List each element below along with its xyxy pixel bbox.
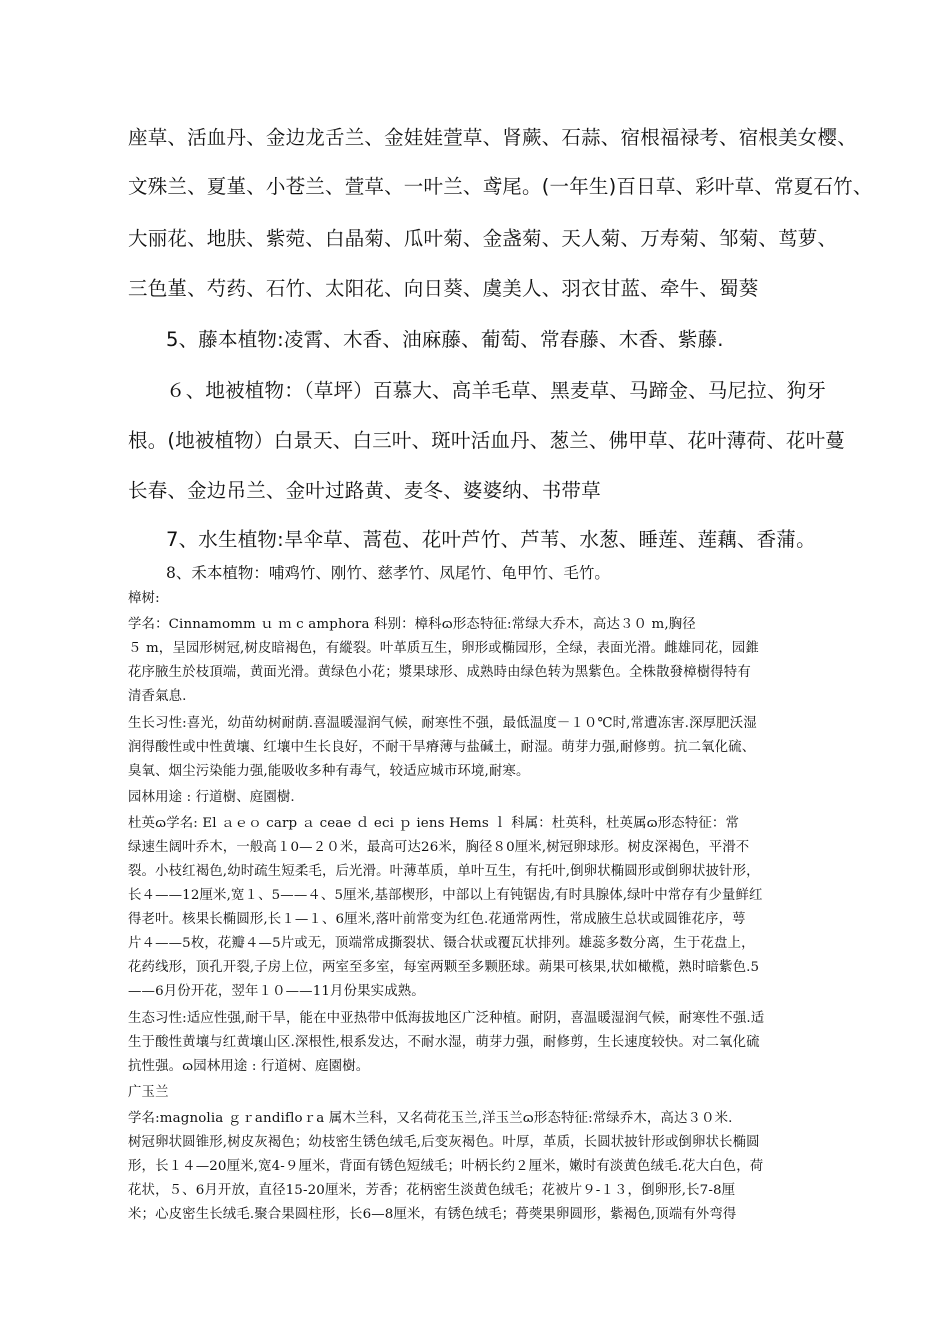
plant-list-line-2: 文殊兰、夏堇、小苍兰、萱草、一叶兰、鸢尾。(一年生)百日草、彩叶草、常夏石竹、 — [128, 175, 873, 198]
camphor-line: 园林用途 : 行道樹、庭園樹. — [128, 790, 295, 805]
duying-line: 生态习性:适应性强,耐干旱，能在中亚热带中低海拔地区广泛种植。耐阴，喜温暖湿润气候，耐寒性不强.适 — [128, 1011, 765, 1026]
duying-line: 杜英ɷ学名: El ａｅｏ carp ａ ceae ｄ eci ｐ iens Hems ｌ 科属：杜英科，杜英属ɷ形态特征：常 — [128, 816, 740, 831]
magnolia-line: 学名:magnolia ｇｒandifloｒa 属木兰科，又名荷花玉兰,洋玉兰ɷ形态特征:常绿乔木，高达３０米. — [128, 1111, 733, 1126]
ground-cover-line-2: 根。(地被植物）白景天、白三叶、斑叶活血丹、葱兰、佛甲草、花叶薄荷、花叶蔓 — [128, 429, 846, 452]
camphor-line: ５ m，呈园形树冠,树皮暗褐色，有縱裂。叶革质互生，卵形或椭园形，全绿，表面光滑。雌雄同花，园錐 — [128, 641, 759, 656]
plant-list-line-1: 座草、活血丹、金边龙舌兰、金娃娃萱草、肾蕨、石蒜、宿根福禄考、宿根美女樱、 — [128, 126, 857, 149]
camphor-line: 学名：Cinnamomm ｕ ｍ c amphora 科别：樟科ɷ形态特征:常绿大乔木，高达３０ m,胸径 — [128, 617, 696, 632]
duying-line: ——6月份开花，翌年１０——11月份果实成熟。 — [128, 984, 425, 999]
camphor-line: 润得酸性或中性黄壤、红壤中生长良好，不耐干旱瘠薄与盐碱土，耐湿。萌芽力强,耐修剪。抗二氧化硫、 — [128, 740, 756, 755]
plant-list-line-4: 三色堇、芍药、石竹、太阳花、向日葵、虞美人、羽衣甘蓝、牵牛、蜀葵 — [128, 277, 759, 300]
duying-line: 片４——5枚，花瓣４—5片或无，顶端常成撕裂状、镊合状或覆瓦状排列。雄蕊多数分离，生于花盘上， — [128, 936, 755, 951]
duying-line: 裂。小枝红褐色,幼时疏生短柔毛，后光滑。叶薄革质，单叶互生，有托叶,倒卵状椭圆形或倒卵状披针形， — [128, 864, 760, 879]
camphor-line: 臭氧、烟尘污染能力强,能吸收多种有毒气，较适应城市环境,耐寒。 — [128, 764, 530, 779]
magnolia-title: 广玉兰 — [128, 1085, 169, 1100]
vine-plants: 5、藤本植物:凌霄、木香、油麻藤、葡萄、常春藤、木香、紫藤. — [166, 328, 724, 351]
magnolia-line: 形，长１４—20厘米,宽4-９厘米，背面有锈色短绒毛；叶柄长约２厘米，嫩时有淡黄色绒毛.花大白色，荷 — [128, 1159, 764, 1174]
magnolia-line: 米；心皮密生长绒毛.聚合果圆柱形，长6—8厘米，有锈色绒毛；蓇葖果卵圆形，紫褐色,顶端有外弯得 — [128, 1207, 737, 1222]
duying-line: 生于酸性黄壤与红黄壤山区.深根性,根系发达，不耐水湿，萌芽力强，耐修剪，生长速度较快。对二氧化硫 — [128, 1035, 760, 1050]
plant-list-line-3: 大丽花、地肤、紫菀、白晶菊、瓜叶菊、金盏菊、天人菊、万寿菊、邹菊、茑萝、 — [128, 227, 838, 250]
magnolia-line: 树冠卵状圆锥形,树皮灰褐色；幼枝密生锈色绒毛,后变灰褐色。叶厚，革质，长圆状披针形或倒卵状长椭圆 — [128, 1135, 760, 1150]
grass-plants: 8、禾本植物：哺鸡竹、刚竹、慈孝竹、凤尾竹、龟甲竹、毛竹。 — [166, 564, 610, 582]
ground-cover-line-3: 长春、金边吊兰、金叶过路黄、麦冬、婆婆纳、书带草 — [128, 479, 601, 502]
magnolia-line: 花状，５、6月开放，直径15-20厘米，芳香；花柄密生淡黄色绒毛；花被片９-１３，倒卵形,长7-8厘 — [128, 1183, 736, 1198]
duying-line: 花药线形，顶孔开裂,子房上位，两室至多室，每室两颗至多颗胚球。蒴果可核果,状如橄榄，熟时暗紫色.5 — [128, 960, 760, 975]
ground-cover-line-1: ６、地被植物：（草坪）百慕大、高羊毛草、黑麦草、马蹄金、马尼拉、狗牙 — [166, 379, 827, 402]
aquatic-plants: 7、水生植物:旱伞草、蒿苞、花叶芦竹、芦苇、水葱、睡莲、莲藕、香蒲。 — [166, 528, 816, 551]
duying-line: 长４——12厘米,宽１、5——４、5厘米,基部楔形，中部以上有钝锯齿,有时具腺体,绿叶中常存有少量鲜红 — [128, 888, 763, 903]
duying-line: 抗性强。ɷ园林用途 : 行道树、庭園樹。 — [128, 1059, 370, 1074]
camphor-line: 清香氣息. — [128, 689, 187, 704]
camphor-title: 樟树: — [128, 591, 160, 606]
duying-line: 绿速生阔叶乔木，一般高１0—２０米，最高可达26米，胸径８0厘米,树冠卵球形。树皮深褐色，平滑不 — [128, 840, 750, 855]
duying-line: 得老叶。核果长椭圆形,长１—１、6厘米,落叶前常变为红色.花通常两性，常成腋生总状或圆锥花序，萼 — [128, 912, 746, 927]
camphor-line: 花序腋生於枝頂端，黄面光滑。黄绿色小花；漿果球形、成熟時由绿色转为黑紫色。全株散發樟樹得特有 — [128, 665, 751, 680]
camphor-line: 生长习性:喜光，幼苗幼树耐荫.喜温暖湿润气候，耐寒性不强，最低温度－１０℃时,常遭冻害.深厚肥沃湿 — [128, 716, 757, 731]
